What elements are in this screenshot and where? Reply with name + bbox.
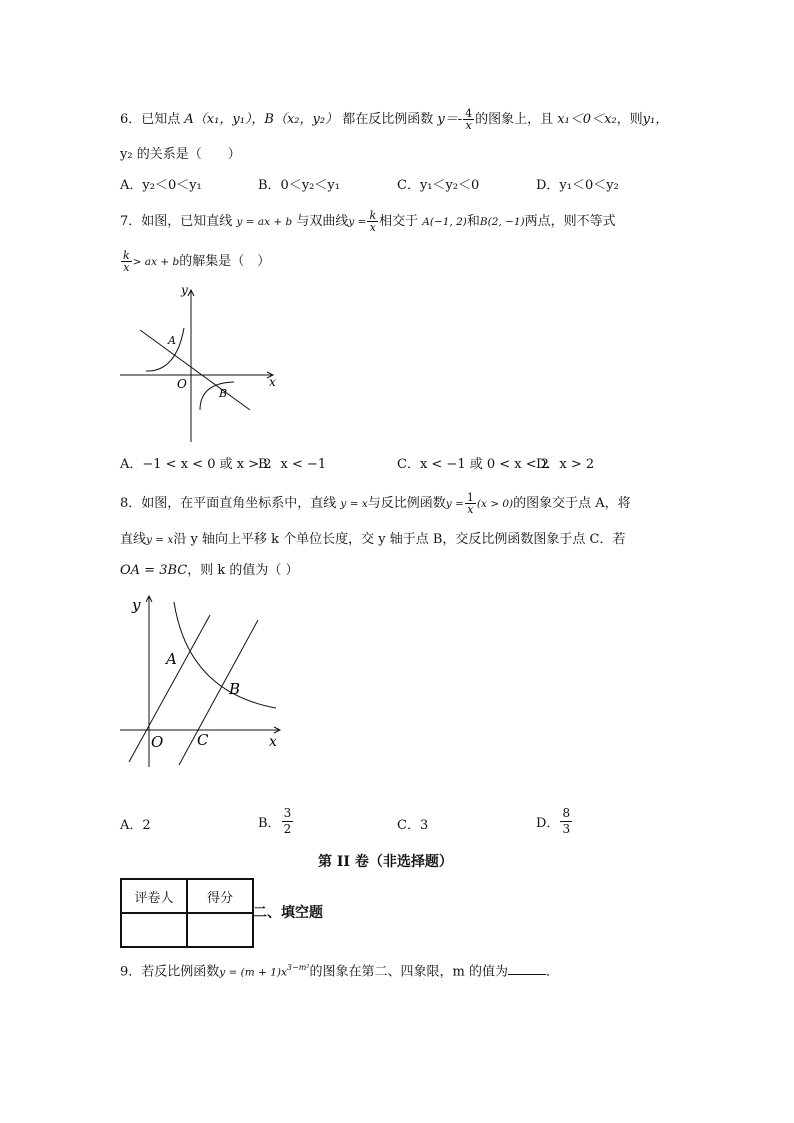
q7-label-x: x [269,375,276,389]
q7-figure [118,280,283,445]
grading-cell-score[interactable] [187,913,253,947]
q8-option-a[interactable]: A．2 [120,818,151,833]
grading-table-col2: 得分 [187,879,253,913]
q8-option-b-fraction: $\frac{3}{2}$ [283,806,292,836]
q9-answer-blank[interactable] [508,960,546,975]
q8-label-a: A [166,650,177,668]
q8-line2: 直线y = x沿 y 轴向上平移 k 个单位长度，交 y 轴于点 B，交反比例函数图象于点 C．若 [120,532,626,547]
q7-label-o: O [177,377,187,391]
q8-option-d-fraction: $\frac{8}{3}$ [562,806,571,836]
q7-ineq-fraction: $\frac{k}{x}$ [123,249,130,274]
q6-line1: 6．已知点 A（x₁，y₁），B（x₂，y₂） 都在反比例函数 y＝- $\frac{4}{x}$ 的图象上，且 x₁＜0＜x₂，则y₁， [120,107,669,132]
q7-option-c[interactable]: C．x < −1 或 0 < x < 2 [397,457,550,472]
q9-line: 9．若反比例函数$y = (m + 1)x^{3-m^2}$的图象在第二、四象限，m 的值为 ． [120,958,559,982]
q7-option-d[interactable]: D．x > 2 [536,457,595,472]
q8-hyperbola [174,602,276,708]
q8-line-shifted [179,620,258,765]
q6-line2: y₂ 的关系是（ ） [120,147,241,162]
q8-line3: OA = 3BC，则 k 的值为（ ） [120,563,299,578]
q7-label-y: y [181,283,188,297]
grading-cell-reviewer[interactable] [121,913,187,947]
q7-line1: 7．如图，已知直线 y = ax + b 与双曲线y = $\frac{k}{x}$ 相交于 A(−1, 2)和B(2, −1)两点，则不等式 [120,209,616,234]
part2-title: 第 II 卷（非选择题） [318,854,453,870]
q8-label-b: B [229,680,241,698]
q8-option-c[interactable]: C．3 [397,818,429,833]
q7-hyperbola-left [146,328,184,371]
q7-label-a: A [168,334,176,347]
q8-label-c: C [197,731,209,749]
q8-option-b[interactable]: B． $\frac{3}{2}$ [258,806,292,836]
q6-option-c[interactable]: C．y₁＜y₂＜0 [397,178,480,193]
q8-label-x: x [269,734,277,750]
grading-table-col1: 评卷人 [121,879,187,913]
q7-option-a[interactable]: A．−1 < x < 0 或 x > 2 [120,457,272,472]
q6-option-a[interactable]: A．y₂＜0＜y₁ [120,178,202,193]
q7-label-b: B [219,387,228,400]
q8-figure [118,592,293,772]
q7-option-b[interactable]: B．x < −1 [258,457,327,472]
q8-line1: 8．如图，在平面直角坐标系中，直线 y = x与反比例函数y = $\frac{1}{x}$ (x > 0)的图象交于点 A，将 [120,491,631,516]
q7-fraction: $\frac{k}{x}$ [369,209,377,234]
q8-option-d[interactable]: D． $\frac{8}{3}$ [536,806,571,836]
section-title: 二、填空题 [253,905,323,921]
q6-option-d[interactable]: D．y₁＜0＜y₂ [536,178,619,193]
grading-table [120,878,254,948]
q6-fraction: $\frac{4}{x}$ [465,107,473,132]
q7-line2: $\frac{k}{x}$ > ax + b的解集是（ ） [123,249,271,274]
q8-fraction: $\frac{1}{x}$ [466,491,474,516]
q8-label-y: y [132,596,141,614]
q6-option-b[interactable]: B．0＜y₂＜y₁ [258,178,340,193]
q8-label-o: O [151,733,164,751]
